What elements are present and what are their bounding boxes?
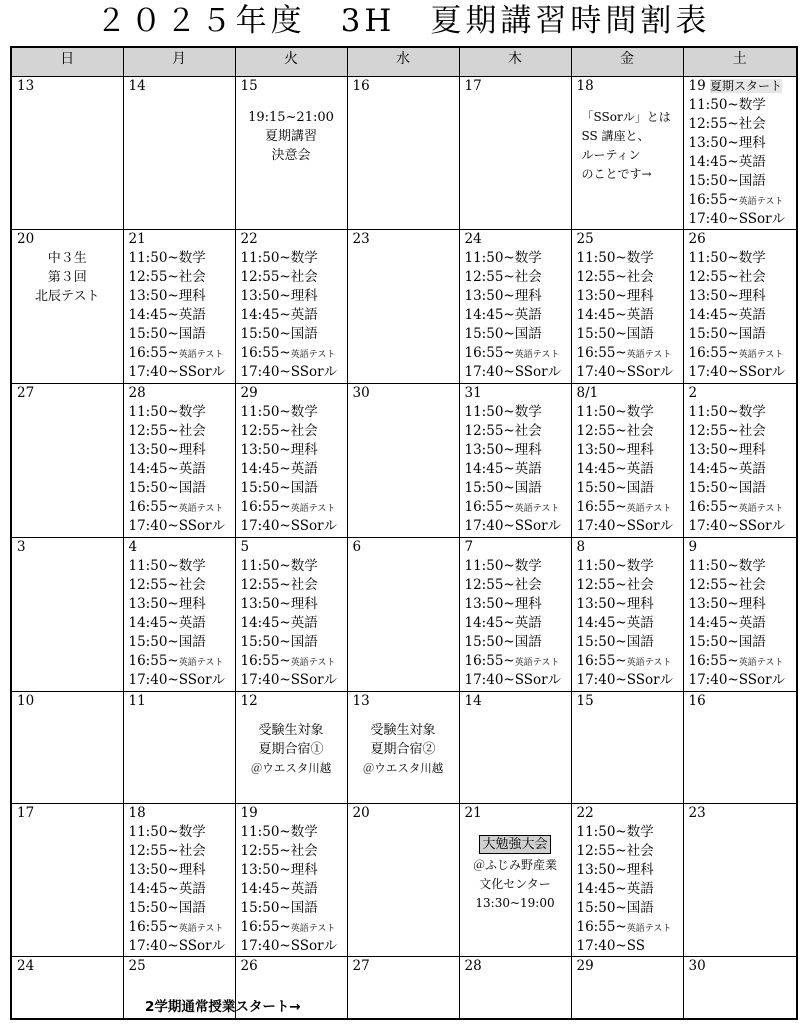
day-cell <box>571 538 683 692</box>
class-schedule: 11:50~数学 12:55~社会 13:50~理科 14:45~英語 15:50~国語 16:55~英語テスト 17:40~SSorル <box>128 558 226 689</box>
date-label: 27 <box>352 958 370 975</box>
date-label: 25 <box>576 231 594 248</box>
date-label: 16 <box>688 693 706 710</box>
day-cell <box>123 77 235 230</box>
event-note: 中３生 第３回 北辰テスト <box>35 251 100 305</box>
week-row <box>11 77 797 230</box>
date-label: 29 <box>240 385 258 402</box>
summer-start-label: 夏期スタート <box>709 79 782 93</box>
date-label: 7 <box>464 539 474 556</box>
date-label: 30 <box>352 385 370 402</box>
date-label: 22 <box>240 231 258 248</box>
date-label: 19 夏期スタート <box>688 78 782 94</box>
date-label: 2 <box>688 385 698 402</box>
class-schedule: 11:50~数学 12:55~社会 13:50~理科 14:45~英語 15:50~国語 16:55~英語テスト 17:40~SSorル <box>576 404 674 535</box>
date-label: 12 <box>240 693 258 710</box>
day-cell <box>123 230 235 384</box>
study-event-badge: 大勉強大会 <box>479 835 550 854</box>
weekday-sun: 日 <box>11 47 123 77</box>
date-label: 25 <box>128 958 146 975</box>
day-cell <box>571 957 683 1019</box>
event-note: 受験生対象 夏期合宿① ＠ウエスタ川越 <box>250 723 332 776</box>
day-cell <box>347 77 459 230</box>
date-label: 22 <box>576 805 594 822</box>
day-cell <box>683 692 797 804</box>
date-label: 21 <box>128 231 146 248</box>
day-cell <box>571 384 683 538</box>
day-cell <box>459 230 571 384</box>
day-cell <box>235 230 347 384</box>
class-schedule: 11:50~数学 12:55~社会 13:50~理科 14:45~英語 15:50~国語 16:55~英語テスト 17:40~SSorル <box>688 558 786 689</box>
date-label: 14 <box>464 693 482 710</box>
day-cell <box>459 957 571 1019</box>
class-schedule: 11:50~数学 12:55~社会 13:50~理科 14:45~英語 15:50~国語 16:55~英語テスト 17:40~SSorル <box>464 404 562 535</box>
date-label: 17 <box>17 805 35 822</box>
date-label: 9 <box>688 539 698 556</box>
class-schedule: 11:50~数学 12:55~社会 13:50~理科 14:45~英語 15:50~国語 16:55~英語テスト 17:40~SSorル <box>688 97 786 227</box>
class-schedule: 11:50~数学 12:55~社会 13:50~理科 14:45~英語 15:50~国語 16:55~英語テスト 17:40~SSorル <box>240 558 338 689</box>
date-label: 31 <box>464 385 482 402</box>
class-schedule: 11:50~数学 12:55~社会 13:50~理科 14:45~英語 15:50~国語 16:55~英語テスト 17:40~SSorル <box>128 404 226 535</box>
weekday-thu: 木 <box>459 47 571 77</box>
day-cell <box>123 538 235 692</box>
day-cell <box>459 804 571 957</box>
term-start-note: 2学期通常授業スタート→ <box>145 999 301 1015</box>
weekday-header-row <box>11 47 797 77</box>
weekday-wed: 水 <box>347 47 459 77</box>
day-cell <box>235 692 347 804</box>
day-cell <box>459 692 571 804</box>
class-schedule: 11:50~数学 12:55~社会 13:50~理科 14:45~英語 15:50~国語 16:55~英語テスト 17:40~SS <box>576 824 672 955</box>
event-note: 大勉強大会 ＠ふじみ野産業 文化センター 13:30~19:00 <box>472 837 557 911</box>
date-label: 17 <box>464 78 482 94</box>
day-cell <box>235 538 347 692</box>
weekday-mon: 月 <box>123 47 235 77</box>
day-cell <box>11 692 123 804</box>
date-label: 16 <box>352 78 370 94</box>
week-row <box>11 957 797 1019</box>
day-cell <box>683 384 797 538</box>
date-label: 29 <box>576 958 594 975</box>
date-label: 10 <box>17 693 35 710</box>
week-row <box>11 692 797 804</box>
day-cell <box>571 230 683 384</box>
class-schedule: 11:50~数学 12:55~社会 13:50~理科 14:45~英語 15:50~国語 16:55~英語テスト 17:40~SSorル <box>464 250 562 381</box>
day-cell <box>235 384 347 538</box>
date-label: 23 <box>352 231 370 248</box>
week-row <box>11 230 797 384</box>
day-cell <box>347 230 459 384</box>
class-schedule: 11:50~数学 12:55~社会 13:50~理科 14:45~英語 15:50~国語 16:55~英語テスト 17:40~SSorル <box>128 824 226 955</box>
day-cell <box>11 538 123 692</box>
class-schedule: 11:50~数学 12:55~社会 13:50~理科 14:45~英語 15:50~国語 16:55~英語テスト 17:40~SSorル <box>240 250 338 381</box>
date-label: 26 <box>240 958 258 975</box>
day-cell <box>11 804 123 957</box>
date-label: 15 <box>576 693 594 710</box>
day-cell <box>683 77 797 230</box>
day-cell <box>235 77 347 230</box>
ss-explanation-note: 「SSorル」とは SS 講座と、 ルーティン のことです→ <box>581 110 671 181</box>
week-row <box>11 804 797 957</box>
date-label: 11 <box>128 693 146 710</box>
date-label: 20 <box>17 231 35 248</box>
day-cell <box>459 538 571 692</box>
day-cell <box>123 804 235 957</box>
date-label: 15 <box>240 78 258 94</box>
day-cell <box>347 957 459 1019</box>
date-label: 24 <box>17 958 35 975</box>
class-schedule: 11:50~数学 12:55~社会 13:50~理科 14:45~英語 15:50~国語 16:55~英語テスト 17:40~SSorル <box>240 824 338 955</box>
date-label: 14 <box>128 78 146 94</box>
date-label: 18 <box>128 805 146 822</box>
date-label: 19 <box>240 805 258 822</box>
class-schedule: 11:50~数学 12:55~社会 13:50~理科 14:45~英語 15:50~国語 16:55~英語テスト 17:40~SSorル <box>464 558 562 689</box>
day-cell <box>683 957 797 1019</box>
date-label: 28 <box>128 385 146 402</box>
day-cell <box>683 538 797 692</box>
day-cell <box>11 384 123 538</box>
week-row <box>11 538 797 692</box>
date-label: 3 <box>17 539 26 556</box>
date-label: 8/1 <box>576 385 599 402</box>
event-note: 受験生対象 夏期合宿② ＠ウエスタ川越 <box>362 723 444 776</box>
date-label: 18 <box>576 78 594 94</box>
date-label: 6 <box>352 539 362 556</box>
date-label: 24 <box>464 231 482 248</box>
date-label: 20 <box>352 805 370 822</box>
class-schedule: 11:50~数学 12:55~社会 13:50~理科 14:45~英語 15:50~国語 16:55~英語テスト 17:40~SSorル <box>688 404 786 535</box>
day-cell <box>123 384 235 538</box>
weekday-sat: 土 <box>683 47 797 77</box>
weekday-tue: 火 <box>235 47 347 77</box>
page-title: ２０２５年度 3H 夏期講習時間割表 <box>95 3 711 39</box>
day-cell <box>683 804 797 957</box>
day-cell <box>347 384 459 538</box>
day-cell <box>571 692 683 804</box>
event-note: 19:15~21:00 夏期講習 決意会 <box>248 110 334 163</box>
date-label: 4 <box>128 539 138 556</box>
day-cell <box>683 230 797 384</box>
date-label: 27 <box>17 385 35 402</box>
date-label: 5 <box>240 539 250 556</box>
day-cell <box>571 77 683 230</box>
day-cell <box>347 692 459 804</box>
class-schedule: 11:50~数学 12:55~社会 13:50~理科 14:45~英語 15:50~国語 16:55~英語テスト 17:40~SSorル <box>576 558 674 689</box>
date-label: 21 <box>464 805 482 822</box>
class-schedule: 11:50~数学 12:55~社会 13:50~理科 14:45~英語 15:50~国語 16:55~英語テスト 17:40~SSorル <box>128 250 226 381</box>
weekday-fri: 金 <box>571 47 683 77</box>
class-schedule: 11:50~数学 12:55~社会 13:50~理科 14:45~英語 15:50~国語 16:55~英語テスト 17:40~SSorル <box>688 250 786 381</box>
day-cell <box>123 692 235 804</box>
day-cell <box>11 77 123 230</box>
day-cell <box>347 538 459 692</box>
day-cell <box>11 957 123 1019</box>
week-row <box>11 384 797 538</box>
date-label: 13 <box>352 693 370 710</box>
class-schedule: 11:50~数学 12:55~社会 13:50~理科 14:45~英語 15:50~国語 16:55~英語テスト 17:40~SSorル <box>576 250 674 381</box>
date-label: 30 <box>688 958 706 975</box>
date-label: 26 <box>688 231 706 248</box>
date-label: 28 <box>464 958 482 975</box>
day-cell <box>459 77 571 230</box>
schedule-table <box>10 46 798 1020</box>
date-label: 23 <box>688 805 706 822</box>
date-label: 8 <box>576 539 586 556</box>
date-label: 13 <box>17 78 35 94</box>
day-cell <box>347 804 459 957</box>
class-schedule: 11:50~数学 12:55~社会 13:50~理科 14:45~英語 15:50~国語 16:55~英語テスト 17:40~SSorル <box>240 404 338 535</box>
day-cell <box>459 384 571 538</box>
day-cell <box>235 804 347 957</box>
day-cell <box>11 230 123 384</box>
day-cell <box>571 804 683 957</box>
